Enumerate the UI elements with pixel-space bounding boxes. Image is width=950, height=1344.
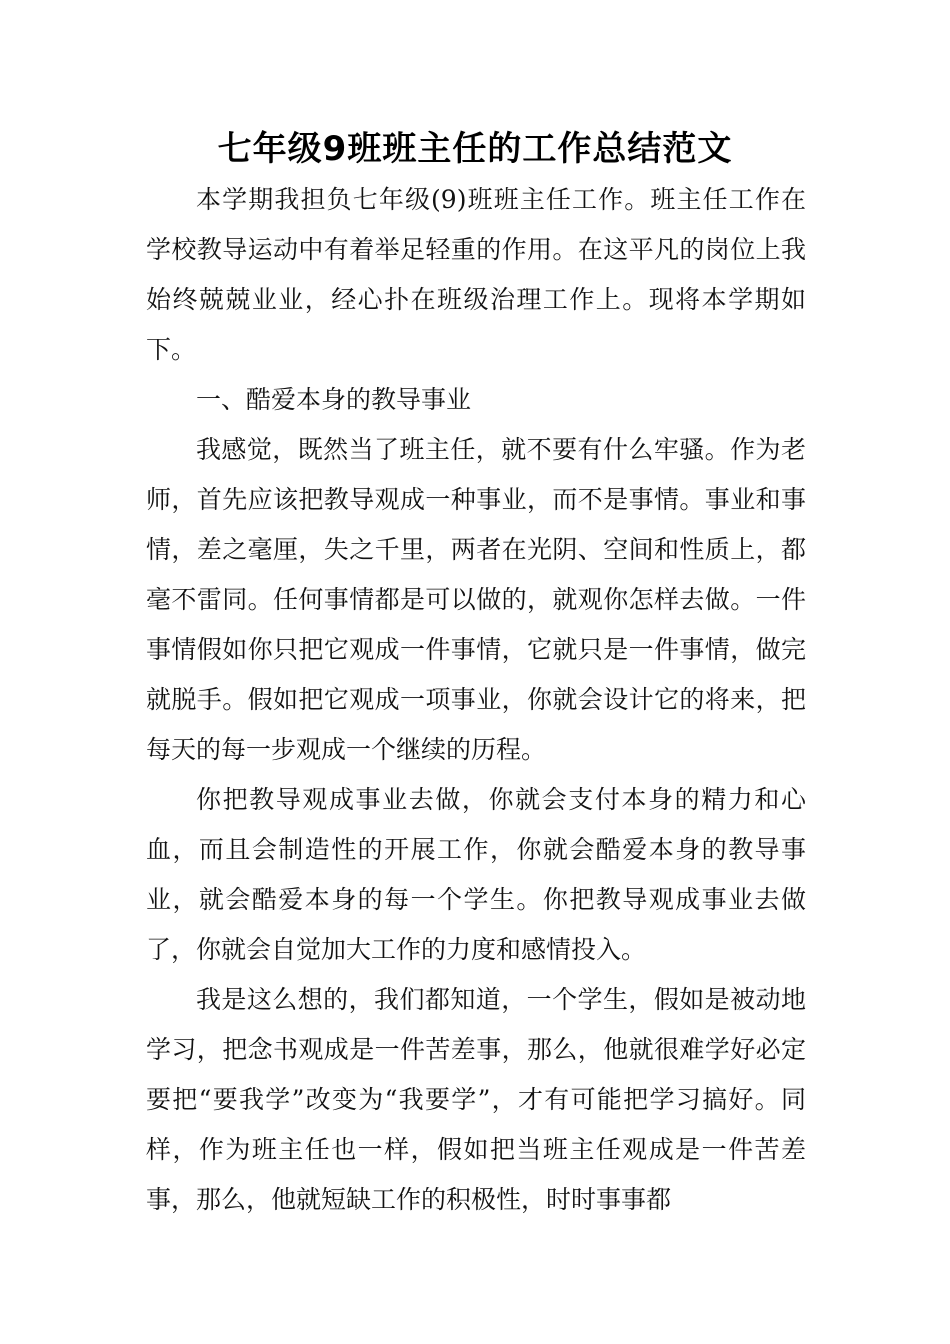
paragraph-motivation: 我是这么想的，我们都知道，一个学生，假如是被动地学习，把念书观成是一件苦差事，那么，他就很难学好必定要把“要我学”改变为“我要学”，才有可能把学习搞好。同样，作为班主任也一样，假如把当班主任观成是一件苦差事，那么，他就短缺工作的积极性，时时事事都 bbox=[146, 985, 806, 1214]
paragraph-career-view: 我感觉，既然当了班主任，就不要有什么牢骚。作为老师，首先应该把教导观成一种事业，而不是事情。事业和事情，差之毫厘，失之千里，两者在光阴、空间和性质上，都毫不雷同。任何事情都是可以做的，就观你怎样去做。一件事情假如你只把它观成一件事情，它就只是一件事情，做完就脱手。假如把它观成一项事业，你就会设计它的将来，把每天的每一步观成一个继续的历程。 bbox=[146, 435, 806, 764]
section-heading-1: 一、酷爱本身的教导事业 bbox=[196, 385, 472, 414]
paragraph-intro: 本学期我担负七年级(9)班班主任工作。班主任工作在学校教导运动中有着举足轻重的作用。在这平凡的岗位上我始终兢兢业业，经心扑在班级治理工作上。现将本学期如下。 bbox=[146, 185, 806, 364]
document-body bbox=[146, 175, 806, 1225]
paragraph-dedication: 你把教导观成事业去做，你就会支付本身的精力和心血，而且会制造性的开展工作，你就会酷爱本身的教导事业，就会酷爱本身的每一个学生。你把教导观成事业去做了，你就会自觉加大工作的力度和感情投入。 bbox=[146, 785, 806, 964]
document-title: 七年级9班班主任的工作总结范文 bbox=[217, 129, 733, 169]
